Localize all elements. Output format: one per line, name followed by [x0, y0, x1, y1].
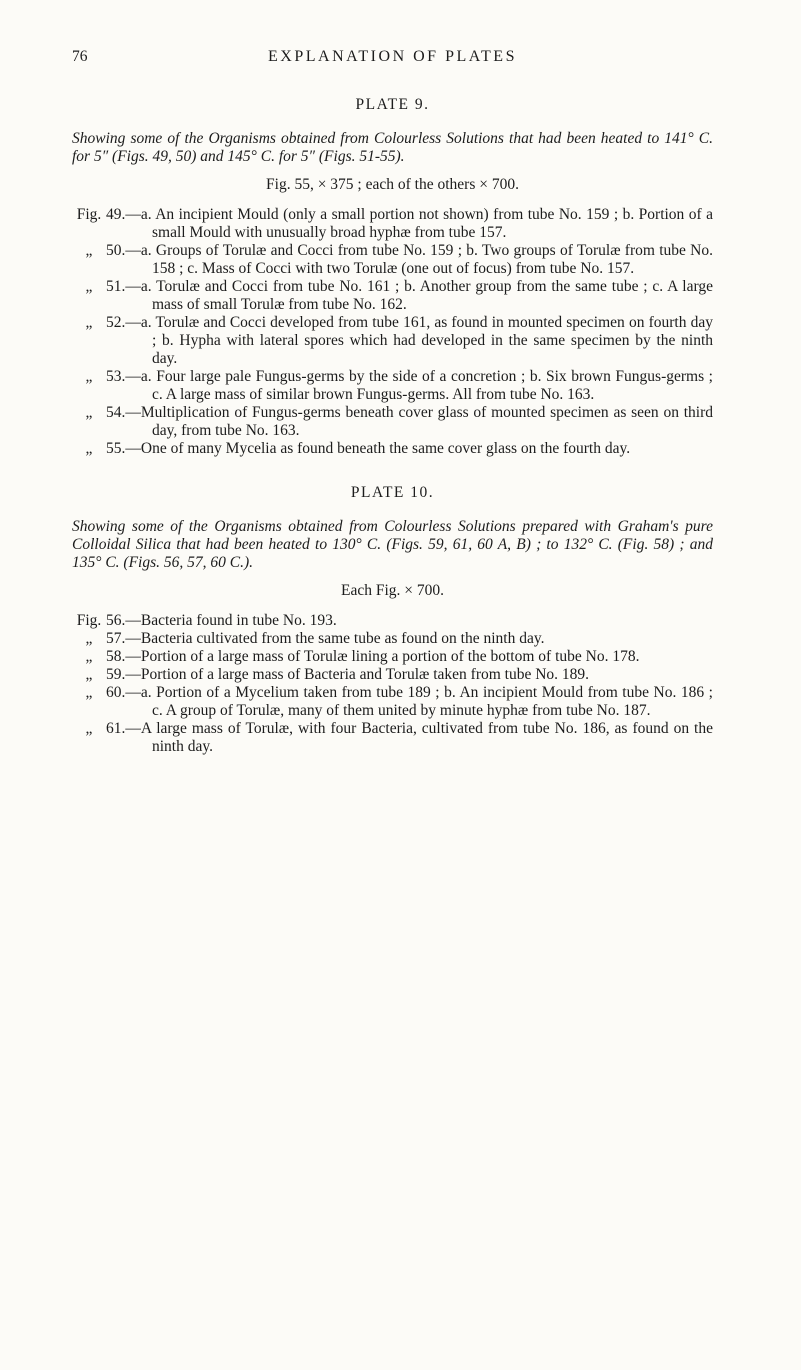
running-header: EXPLANATION OF PLATES	[268, 48, 517, 65]
entry-text: Bacteria found in tube No. 193.	[140, 612, 337, 629]
figure-entry	[72, 648, 713, 666]
entry-prefix: Fig.	[76, 206, 102, 223]
entry-text: One of many Mycelia as found beneath the same cover glass on the fourth day.	[140, 440, 631, 457]
figure-entry	[72, 666, 713, 684]
entry-text: a. Portion of a Mycelium taken from tube 189 ; b. An incipient Mould from tube No. 186 ; c. A group of Torulæ, many of them united by minute hyphæ from tube No. 187.	[140, 684, 713, 719]
entry-text: a. An incipient Mould (only a small portion not shown) from tube No. 159 ; b. Portion of a small Mould with unusually broad hyphæ from tube 157.	[140, 206, 713, 241]
plate-9-intro: Showing some of the Organisms obtained from Colourless Solutions that had been heated to 141° C. for 5″ (Figs. 49, 50) and 145° C. for 5″ (Figs. 51-55).	[72, 130, 713, 165]
entry-prefix: „	[85, 684, 93, 701]
plate-9-section	[72, 96, 713, 458]
plate-10-intro: Showing some of the Organisms obtained from Colourless Solutions prepared with Graham's pure Colloidal Silica that had been heated to 130° C. (Figs. 59, 61, 60 A, B) ; to 132° C. (Fig. 58) ; and 135° C. (Figs. 56, 57, 60 C.).	[72, 518, 713, 571]
figure-entry	[72, 612, 713, 630]
entry-text: Portion of a large mass of Bacteria and Torulæ taken from tube No. 189.	[140, 666, 590, 683]
entry-number: 54.—	[106, 404, 141, 421]
plate-9-title: PLATE 9.	[355, 96, 430, 113]
entry-number: 49.—	[106, 206, 141, 223]
entry-text: a. Four large pale Fungus-germs by the side of a concretion ; b. Six brown Fungus-germs ; c. A large mass of similar brown Fungus-germs. All from tube No. 163.	[140, 368, 713, 403]
figure-entry	[72, 242, 713, 278]
entry-text: Multiplication of Fungus-germs beneath cover glass of mounted specimen as seen on third day, from tube No. 163.	[140, 404, 713, 439]
entry-number: 60.—	[106, 684, 141, 701]
entry-number: 59.—	[106, 666, 141, 683]
plate-10-title: PLATE 10.	[350, 484, 435, 501]
figure-entry	[72, 720, 713, 756]
figure-entry	[72, 630, 713, 648]
entry-number: 50.—	[106, 242, 141, 259]
entry-text: a. Torulæ and Cocci from tube No. 161 ; b. Another group from the same tube ; c. A large mass of small Torulæ from tube No. 162.	[140, 278, 713, 313]
figure-entry	[72, 404, 713, 440]
entry-number: 61.—	[106, 720, 141, 737]
entry-number: 56.—	[106, 612, 141, 629]
entry-number: 53.—	[106, 368, 141, 385]
entry-prefix: „	[85, 242, 93, 259]
entry-text: Portion of a large mass of Torulæ lining a portion of the bottom of tube No. 178.	[140, 648, 640, 665]
plate-9-scale-note: Fig. 55, × 375 ; each of the others × 700.	[266, 176, 519, 193]
entry-prefix: „	[85, 404, 93, 421]
entry-text: A large mass of Torulæ, with four Bacteria, cultivated from tube No. 186, as found on the ninth day.	[140, 720, 713, 755]
figure-entry	[72, 368, 713, 404]
entry-prefix: „	[85, 648, 93, 665]
entry-prefix: „	[85, 630, 93, 647]
figure-entry	[72, 440, 713, 458]
plate-10-scale-note: Each Fig. × 700.	[340, 582, 445, 599]
entry-prefix: „	[85, 368, 93, 385]
entry-number: 55.—	[106, 440, 141, 457]
figure-entry	[72, 206, 713, 242]
entry-text: a. Groups of Torulæ and Cocci from tube No. 159 ; b. Two groups of Torulæ from tube No. 158 ; c. Mass of Cocci with two Torulæ (one out of focus) from tube No. 157.	[140, 242, 713, 277]
plate-10-entries	[72, 612, 713, 756]
entry-prefix: „	[85, 440, 93, 457]
figure-entry	[72, 684, 713, 720]
plate-9-entries	[72, 206, 713, 458]
entry-number: 58.—	[106, 648, 141, 665]
page-header	[72, 48, 713, 66]
entry-prefix: „	[85, 278, 93, 295]
plate-10-section	[72, 484, 713, 756]
entry-text: a. Torulæ and Cocci developed from tube 161, as found in mounted specimen on fourth day ; b. Hypha with lateral spores which had developed in the same specimen by the ninth day.	[140, 314, 713, 367]
figure-entry	[72, 314, 713, 368]
entry-prefix: „	[85, 720, 93, 737]
entry-number: 52.—	[106, 314, 141, 331]
entry-number: 57.—	[106, 630, 141, 647]
entry-prefix: „	[85, 666, 93, 683]
entry-prefix: „	[85, 314, 93, 331]
entry-number: 51.—	[106, 278, 141, 295]
figure-entry	[72, 278, 713, 314]
page-number: 76	[72, 48, 88, 65]
entry-prefix: Fig.	[76, 612, 102, 629]
entry-text: Bacteria cultivated from the same tube as found on the ninth day.	[140, 630, 545, 647]
